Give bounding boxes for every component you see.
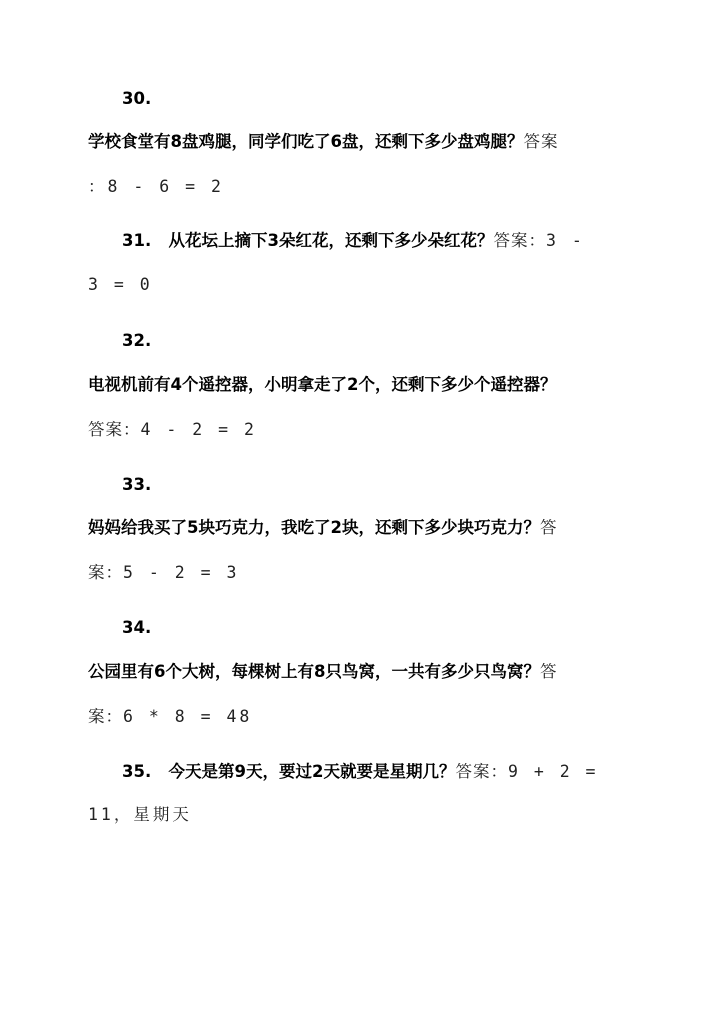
question-32-answer-line (88, 415, 628, 445)
question-text: 学校食堂有8盘鸡腿，同学们吃了6盘，还剩下多少盘鸡腿？ (88, 132, 524, 151)
answer-label: 答 (539, 662, 558, 681)
question-33-text-line (88, 513, 628, 543)
question-number: 31. (122, 231, 152, 250)
question-text: 公园里有6个大树，每棵树上有8只鸟窝，一共有多少只鸟窝？ (88, 662, 540, 681)
question-number: 34. (122, 618, 152, 637)
question-32-number (122, 326, 662, 356)
answer-equation: 9 + 2 = (507, 762, 599, 781)
answer-equation: 3 = 0 (88, 275, 153, 294)
answer-label: 答案： (455, 762, 508, 781)
answer-equation: ：8 - 6 = 2 (88, 177, 224, 196)
question-31-answer-line (88, 270, 628, 300)
question-31-text-line (122, 226, 622, 256)
question-text: 电视机前有4个遥控器，小明拿走了2个，还剩下多少个遥控器？ (88, 375, 557, 394)
answer-equation: 6 * 8 = 48 (123, 707, 253, 726)
question-33-answer-line (88, 558, 628, 588)
question-number: 30. (122, 89, 152, 108)
question-34-text-line (88, 657, 628, 687)
question-30-answer-line (88, 172, 628, 202)
question-33-number (122, 470, 662, 500)
question-number: 33. (122, 475, 152, 494)
question-text: 今天是第9天，要过2天就要是星期几？ (168, 762, 456, 781)
question-30-text-line (88, 127, 628, 157)
answer-label: 案： (88, 707, 123, 726)
answer-label: 答案 (523, 132, 559, 151)
question-30-number (122, 84, 662, 114)
answer-equation: 11，星期天 (88, 805, 192, 824)
answer-equation: 4 - 2 = 2 (140, 420, 257, 439)
question-35-answer-line (88, 800, 628, 830)
answer-label: 答案： (493, 231, 546, 250)
answer-label: 答 (539, 518, 558, 537)
question-34-answer-line (88, 702, 628, 732)
question-number: 35. (122, 762, 152, 781)
question-number: 32. (122, 331, 152, 350)
answer-equation: 5 - 2 = 3 (123, 563, 240, 582)
answer-label: 案： (88, 563, 123, 582)
question-32-text-line (88, 370, 628, 400)
question-text: 从花坛上摘下3朵红花，还剩下多少朵红花？ (168, 231, 494, 250)
question-35-text-line (122, 757, 622, 787)
question-34-number (122, 613, 662, 643)
answer-equation: 3 - (545, 231, 585, 250)
answer-label: 答案： (88, 420, 141, 439)
question-text: 妈妈给我买了5块巧克力，我吃了2块，还剩下多少块巧克力？ (88, 518, 540, 537)
